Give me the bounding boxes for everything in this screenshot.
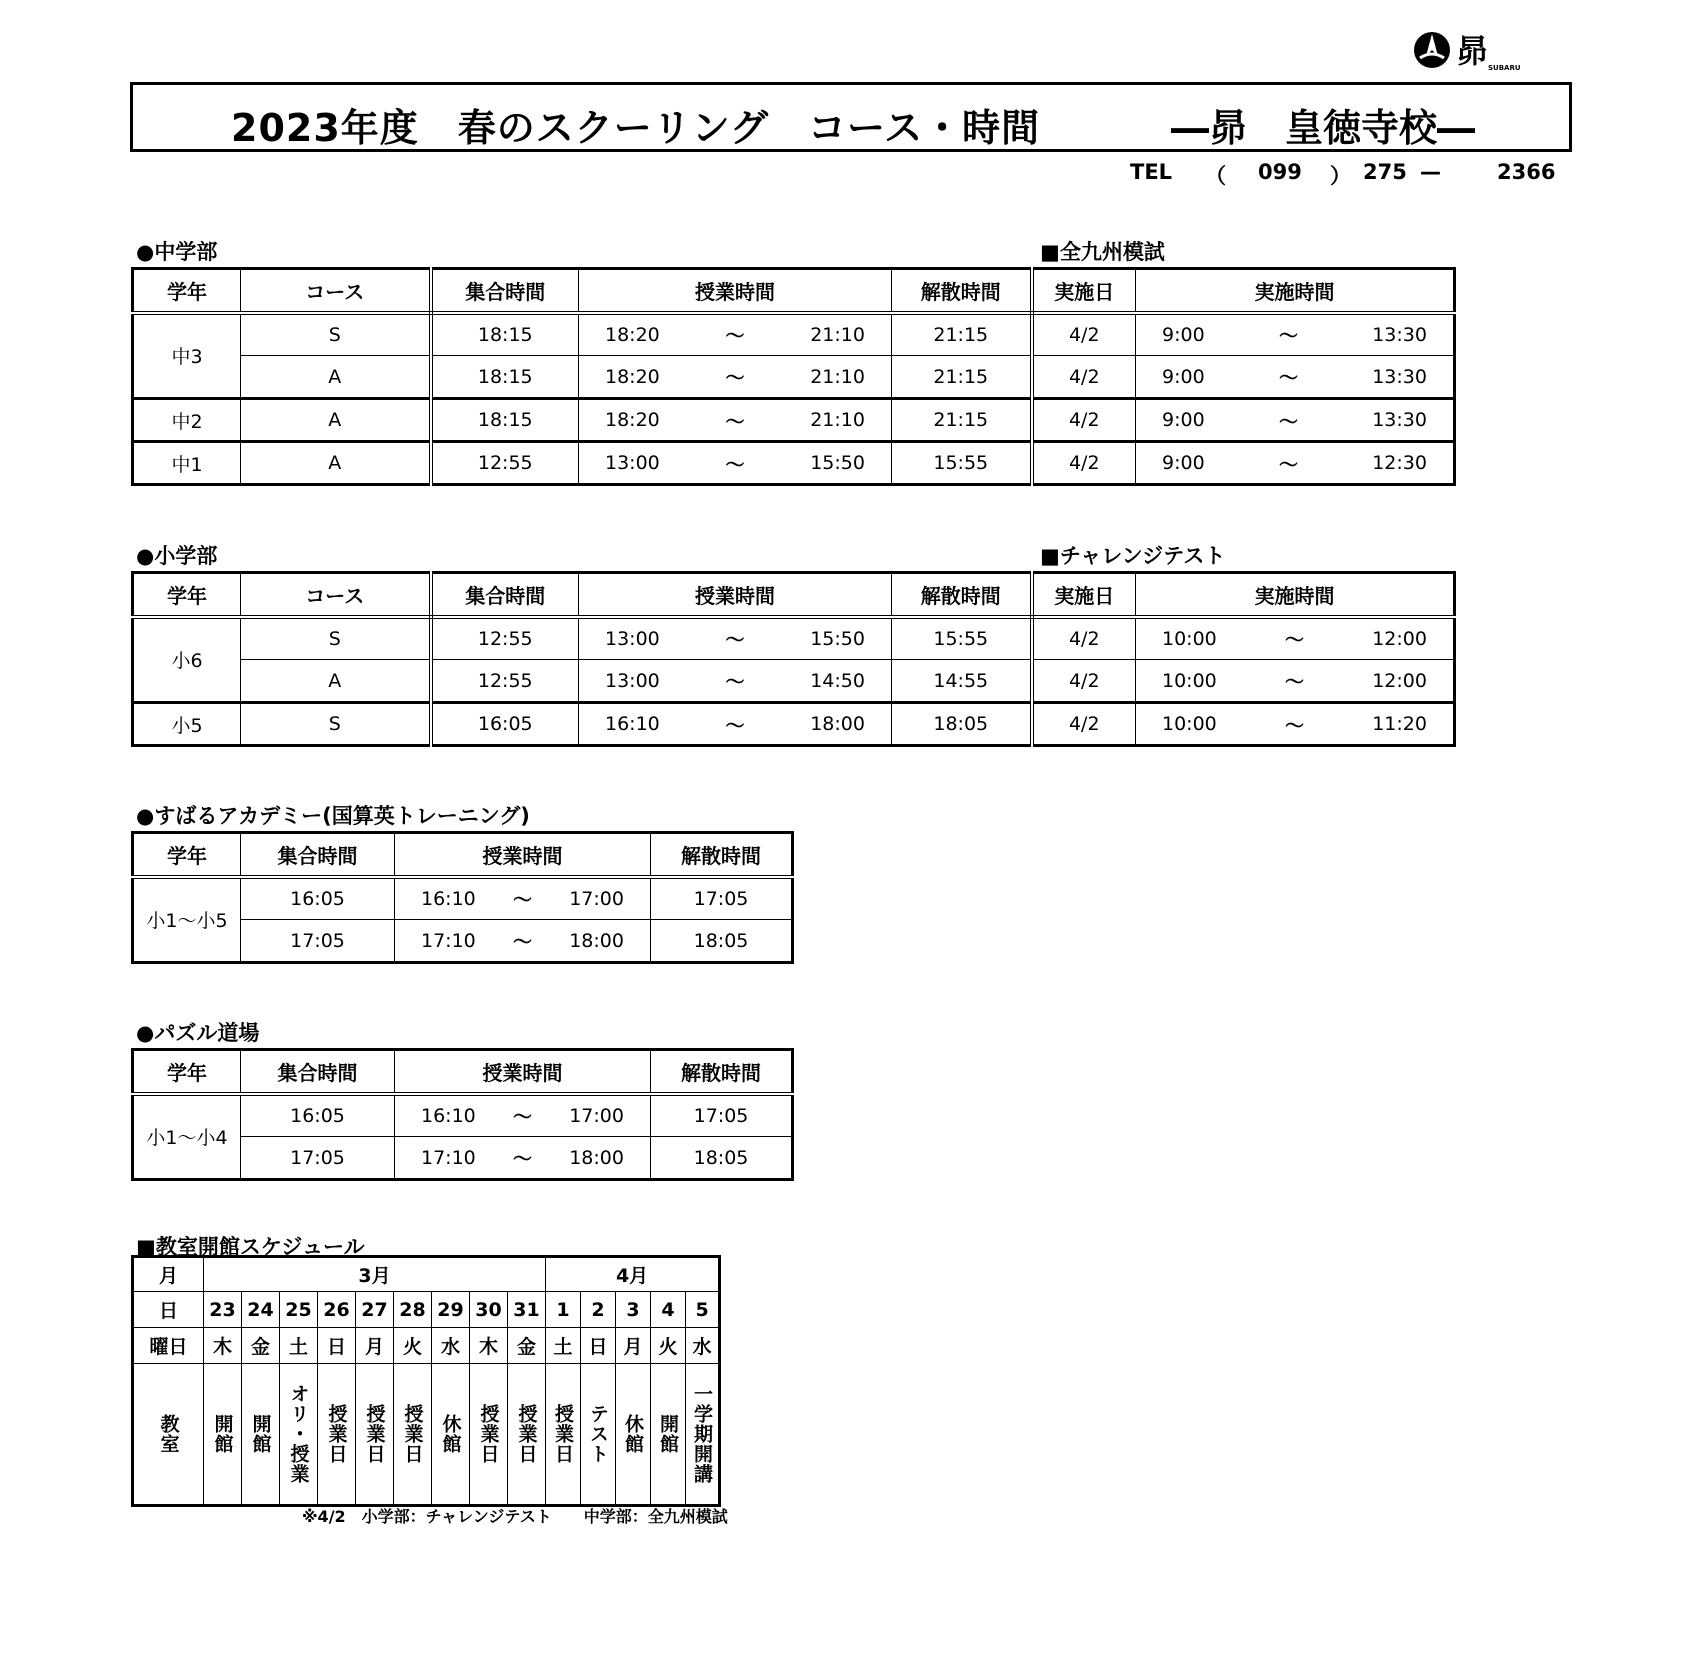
start-time: 17:10 xyxy=(421,1146,476,1169)
class-time-cell xyxy=(579,703,892,746)
date-cell: 4/2 xyxy=(1032,660,1136,703)
status-cell xyxy=(616,1364,651,1506)
elementary-table xyxy=(131,571,1456,747)
class-time-cell xyxy=(579,660,892,703)
tilde: ～ xyxy=(725,325,745,348)
weekday-cell: 月 xyxy=(356,1328,394,1364)
gather-cell: 12:55 xyxy=(431,617,579,660)
tilde: ～ xyxy=(1284,671,1304,693)
day-cell: 25 xyxy=(280,1292,318,1328)
room-label-cell xyxy=(133,1364,204,1506)
header-cell: 授業時間 xyxy=(395,833,651,877)
class-time-cell xyxy=(579,442,892,485)
date-cell: 4/2 xyxy=(1032,356,1136,399)
day-cell: 3 xyxy=(616,1292,651,1328)
dismiss-cell: 17:05 xyxy=(651,877,793,920)
exam-time-cell xyxy=(1136,442,1455,485)
tilde: ～ xyxy=(725,629,745,652)
day-label: 日 xyxy=(133,1292,204,1328)
start-time: 17:10 xyxy=(421,929,476,952)
status-cell xyxy=(432,1364,470,1506)
header-cell: 集合時間 xyxy=(241,1050,395,1094)
day-cell: 27 xyxy=(356,1292,394,1328)
exam-end: 12:30 xyxy=(1372,452,1427,474)
date-cell: 4/2 xyxy=(1032,399,1136,442)
day-cell: 4 xyxy=(651,1292,686,1328)
grade-cell: 小1～小4 xyxy=(133,1094,241,1180)
weekday-cell: 月 xyxy=(616,1328,651,1364)
end-time: 17:00 xyxy=(569,1104,624,1127)
status-cell xyxy=(686,1364,720,1506)
exam-start: 9:00 xyxy=(1162,452,1205,474)
start-time: 18:20 xyxy=(605,323,660,346)
table-header-row xyxy=(133,1050,793,1094)
tel-exchange: 275 xyxy=(1363,160,1407,184)
weekday-cell: 木 xyxy=(204,1328,242,1364)
junior-section-title: ●中学部 xyxy=(136,240,218,264)
title-box xyxy=(130,82,1572,152)
status-text: 休館 xyxy=(622,1414,645,1454)
status-text: 授業日 xyxy=(363,1404,386,1464)
weekday-row xyxy=(133,1328,720,1364)
header-cell: 学年 xyxy=(133,573,241,617)
tel-paren-open: （ xyxy=(1205,164,1226,188)
table-row xyxy=(133,660,1455,703)
weekday-cell: 水 xyxy=(432,1328,470,1364)
elementary-exam-title: ■チャレンジテスト xyxy=(1040,544,1226,568)
day-cell: 30 xyxy=(470,1292,508,1328)
tilde: ～ xyxy=(1284,714,1304,737)
header-cell: 集合時間 xyxy=(431,269,579,313)
header-cell: 学年 xyxy=(133,269,241,313)
class-time-cell xyxy=(579,313,892,356)
end-time: 18:00 xyxy=(569,929,624,952)
date-cell: 4/2 xyxy=(1032,703,1136,746)
tilde: ～ xyxy=(1278,410,1298,433)
status-cell xyxy=(651,1364,686,1506)
status-cell xyxy=(356,1364,394,1506)
start-time: 18:20 xyxy=(605,409,660,431)
gather-cell: 17:05 xyxy=(241,1137,395,1180)
header-cell: 授業時間 xyxy=(579,269,892,313)
date-cell: 4/2 xyxy=(1032,442,1136,485)
header-cell: 集合時間 xyxy=(431,573,579,617)
room-label: 教室 xyxy=(157,1414,180,1454)
weekday-cell: 日 xyxy=(581,1328,616,1364)
end-time: 15:50 xyxy=(810,452,865,474)
table-row xyxy=(133,313,1455,356)
dismiss-cell: 21:15 xyxy=(892,313,1032,356)
exam-time-cell xyxy=(1136,313,1455,356)
status-cell xyxy=(242,1364,280,1506)
day-cell: 29 xyxy=(432,1292,470,1328)
exam-time-cell xyxy=(1136,399,1455,442)
status-cell xyxy=(546,1364,581,1506)
class-time-cell xyxy=(395,1137,651,1180)
status-cell xyxy=(204,1364,242,1506)
day-cell: 5 xyxy=(686,1292,720,1328)
table-header-row xyxy=(133,833,793,877)
dismiss-cell: 21:15 xyxy=(892,356,1032,399)
day-cell: 31 xyxy=(508,1292,546,1328)
header-cell: 実施時間 xyxy=(1136,269,1455,313)
exam-start: 10:00 xyxy=(1162,713,1217,735)
table-row xyxy=(133,442,1455,485)
day-cell: 23 xyxy=(204,1292,242,1328)
status-text: 開館 xyxy=(211,1414,234,1454)
weekday-label: 曜日 xyxy=(133,1328,204,1364)
tilde: ～ xyxy=(1278,367,1298,389)
subaru-logo-icon xyxy=(1412,28,1532,72)
start-time: 13:00 xyxy=(605,627,660,650)
header-cell: 集合時間 xyxy=(241,833,395,877)
class-time-cell xyxy=(579,617,892,660)
course-cell: A xyxy=(241,399,431,442)
end-time: 21:10 xyxy=(810,323,865,346)
header-cell: 解散時間 xyxy=(651,1050,793,1094)
weekday-cell: 日 xyxy=(318,1328,356,1364)
course-cell: S xyxy=(241,617,431,660)
tilde: ～ xyxy=(1284,629,1304,652)
end-time: 21:10 xyxy=(810,365,865,388)
course-cell: A xyxy=(241,442,431,485)
start-time: 18:20 xyxy=(605,365,660,388)
end-time: 17:00 xyxy=(569,887,624,910)
status-text: 授業日 xyxy=(325,1404,348,1464)
elementary-section-title: ●小学部 xyxy=(136,544,218,568)
tilde: ～ xyxy=(512,1148,532,1170)
header-cell: 学年 xyxy=(133,1050,241,1094)
start-time: 16:10 xyxy=(421,1104,476,1127)
exam-start: 9:00 xyxy=(1162,365,1205,388)
gather-cell: 18:15 xyxy=(431,356,579,399)
exam-end: 13:30 xyxy=(1372,409,1427,431)
status-text: 開館 xyxy=(249,1414,272,1454)
puzzle-section-title: ●パズル道場 xyxy=(136,1021,260,1045)
course-cell: S xyxy=(241,313,431,356)
table-header-row xyxy=(133,269,1455,313)
grade-cell: 中1 xyxy=(133,442,241,485)
dismiss-cell: 14:55 xyxy=(892,660,1032,703)
header-cell: 解散時間 xyxy=(651,833,793,877)
month-march: 3月 xyxy=(204,1257,546,1292)
table-row xyxy=(133,877,793,920)
schedule-note: ※4/2 小学部：チャレンジテスト 中学部：全九州模試 xyxy=(302,1507,728,1526)
tilde: ～ xyxy=(512,1106,532,1129)
table-row xyxy=(133,617,1455,660)
grade-cell: 中3 xyxy=(133,313,241,399)
exam-end: 12:00 xyxy=(1372,669,1427,692)
weekday-cell: 金 xyxy=(242,1328,280,1364)
tilde: ～ xyxy=(725,453,745,476)
table-row xyxy=(133,399,1455,442)
day-row xyxy=(133,1292,720,1328)
end-time: 15:50 xyxy=(810,627,865,650)
day-cell: 28 xyxy=(394,1292,432,1328)
tel-area: 099 xyxy=(1258,160,1302,184)
day-cell: 24 xyxy=(242,1292,280,1328)
weekday-cell: 火 xyxy=(651,1328,686,1364)
tilde: ～ xyxy=(1278,453,1298,476)
header-cell: コース xyxy=(241,573,431,617)
gather-cell: 18:15 xyxy=(431,313,579,356)
status-text: テスト xyxy=(587,1404,610,1464)
weekday-cell: 土 xyxy=(546,1328,581,1364)
day-cell: 2 xyxy=(581,1292,616,1328)
start-time: 13:00 xyxy=(605,669,660,692)
gather-cell: 18:15 xyxy=(431,399,579,442)
status-text: 授業日 xyxy=(515,1404,538,1464)
status-text: 授業日 xyxy=(552,1404,575,1464)
start-time: 16:10 xyxy=(421,887,476,910)
tel-dash: — xyxy=(1420,160,1441,184)
tilde: ～ xyxy=(725,410,745,433)
dismiss-cell: 18:05 xyxy=(651,1137,793,1180)
day-cell: 1 xyxy=(546,1292,581,1328)
header-cell: 解散時間 xyxy=(892,269,1032,313)
status-text: 授業日 xyxy=(477,1404,500,1464)
header-cell: 授業時間 xyxy=(395,1050,651,1094)
header-cell: 学年 xyxy=(133,833,241,877)
status-cell xyxy=(318,1364,356,1506)
grade-cell: 小5 xyxy=(133,703,241,746)
gather-cell: 16:05 xyxy=(241,877,395,920)
tel-label: TEL xyxy=(1130,160,1173,184)
exam-time-cell xyxy=(1136,703,1455,746)
class-time-cell xyxy=(579,356,892,399)
schedule-section-title: ■教室開館スケジュール xyxy=(136,1235,365,1259)
weekday-cell: 水 xyxy=(686,1328,720,1364)
header-cell: コース xyxy=(241,269,431,313)
course-cell: A xyxy=(241,356,431,399)
table-row xyxy=(133,703,1455,746)
tilde: ～ xyxy=(725,714,745,737)
header-cell: 実施日 xyxy=(1032,269,1136,313)
status-cell xyxy=(280,1364,318,1506)
weekday-cell: 木 xyxy=(470,1328,508,1364)
exam-time-cell xyxy=(1136,356,1455,399)
table-row xyxy=(133,356,1455,399)
class-time-cell xyxy=(395,920,651,963)
weekday-cell: 土 xyxy=(280,1328,318,1364)
dismiss-cell: 15:55 xyxy=(892,442,1032,485)
weekday-cell: 金 xyxy=(508,1328,546,1364)
course-cell: S xyxy=(241,703,431,746)
dismiss-cell: 17:05 xyxy=(651,1094,793,1137)
page-title: 2023年度 春のスクーリング コース・時間 xyxy=(231,106,1041,150)
tilde: ～ xyxy=(512,931,532,953)
exam-end: 12:00 xyxy=(1372,627,1427,650)
header-cell: 解散時間 xyxy=(892,573,1032,617)
month-april: 4月 xyxy=(546,1257,720,1292)
junior-table xyxy=(131,267,1456,486)
exam-end: 13:30 xyxy=(1372,323,1427,346)
junior-exam-title: ■全九州模試 xyxy=(1040,240,1165,264)
day-cell: 26 xyxy=(318,1292,356,1328)
status-text: オリ・授業 xyxy=(287,1384,310,1484)
date-cell: 4/2 xyxy=(1032,617,1136,660)
exam-start: 10:00 xyxy=(1162,627,1217,650)
header-cell: 授業時間 xyxy=(579,573,892,617)
gather-cell: 12:55 xyxy=(431,660,579,703)
gather-cell: 17:05 xyxy=(241,920,395,963)
logo-kanji: 昴 xyxy=(1456,32,1489,70)
exam-start: 10:00 xyxy=(1162,669,1217,692)
tilde: ～ xyxy=(512,889,532,912)
month-row xyxy=(133,1257,720,1292)
status-cell xyxy=(470,1364,508,1506)
grade-cell: 小6 xyxy=(133,617,241,703)
tel-paren-close: ） xyxy=(1330,164,1351,188)
month-label: 月 xyxy=(133,1257,204,1292)
class-time-cell xyxy=(395,877,651,920)
status-cell xyxy=(394,1364,432,1506)
tilde: ～ xyxy=(725,671,745,693)
gather-cell: 16:05 xyxy=(431,703,579,746)
end-time: 18:00 xyxy=(810,713,865,735)
end-time: 14:50 xyxy=(810,669,865,692)
exam-start: 9:00 xyxy=(1162,323,1205,346)
start-time: 13:00 xyxy=(605,452,660,474)
header-cell: 実施日 xyxy=(1032,573,1136,617)
status-text: 開館 xyxy=(657,1414,680,1454)
header-cell: 実施時間 xyxy=(1136,573,1455,617)
tilde: ～ xyxy=(1278,325,1298,348)
school-name: ―昴 皇徳寺校― xyxy=(1171,106,1476,150)
exam-time-cell xyxy=(1136,617,1455,660)
dismiss-cell: 18:05 xyxy=(892,703,1032,746)
puzzle-table xyxy=(131,1048,794,1181)
status-text: 授業日 xyxy=(401,1404,424,1464)
status-text: 休館 xyxy=(439,1414,462,1454)
academy-table xyxy=(131,831,794,964)
table-row xyxy=(133,1094,793,1137)
schedule-table xyxy=(131,1255,721,1507)
exam-end: 11:20 xyxy=(1372,713,1427,735)
tilde: ～ xyxy=(725,367,745,389)
weekday-cell: 火 xyxy=(394,1328,432,1364)
dismiss-cell: 18:05 xyxy=(651,920,793,963)
class-time-cell xyxy=(395,1094,651,1137)
exam-time-cell xyxy=(1136,660,1455,703)
gather-cell: 12:55 xyxy=(431,442,579,485)
logo-sub: SUBARU xyxy=(1488,64,1521,72)
date-cell: 4/2 xyxy=(1032,313,1136,356)
status-text: 一学期開講 xyxy=(691,1384,714,1484)
start-time: 16:10 xyxy=(605,713,660,735)
class-time-cell xyxy=(579,399,892,442)
exam-start: 9:00 xyxy=(1162,409,1205,431)
grade-cell: 中2 xyxy=(133,399,241,442)
table-header-row xyxy=(133,573,1455,617)
gather-cell: 16:05 xyxy=(241,1094,395,1137)
end-time: 21:10 xyxy=(810,409,865,431)
status-cell xyxy=(508,1364,546,1506)
exam-end: 13:30 xyxy=(1372,365,1427,388)
status-cell xyxy=(581,1364,616,1506)
course-cell: A xyxy=(241,660,431,703)
tel-number: 2366 xyxy=(1497,160,1556,184)
dismiss-cell: 21:15 xyxy=(892,399,1032,442)
grade-cell: 小1～小5 xyxy=(133,877,241,963)
end-time: 18:00 xyxy=(569,1146,624,1169)
room-status-row xyxy=(133,1364,720,1506)
dismiss-cell: 15:55 xyxy=(892,617,1032,660)
subaru-logo xyxy=(1412,28,1532,72)
academy-section-title: ●すばるアカデミー(国算英トレーニング) xyxy=(136,804,530,828)
